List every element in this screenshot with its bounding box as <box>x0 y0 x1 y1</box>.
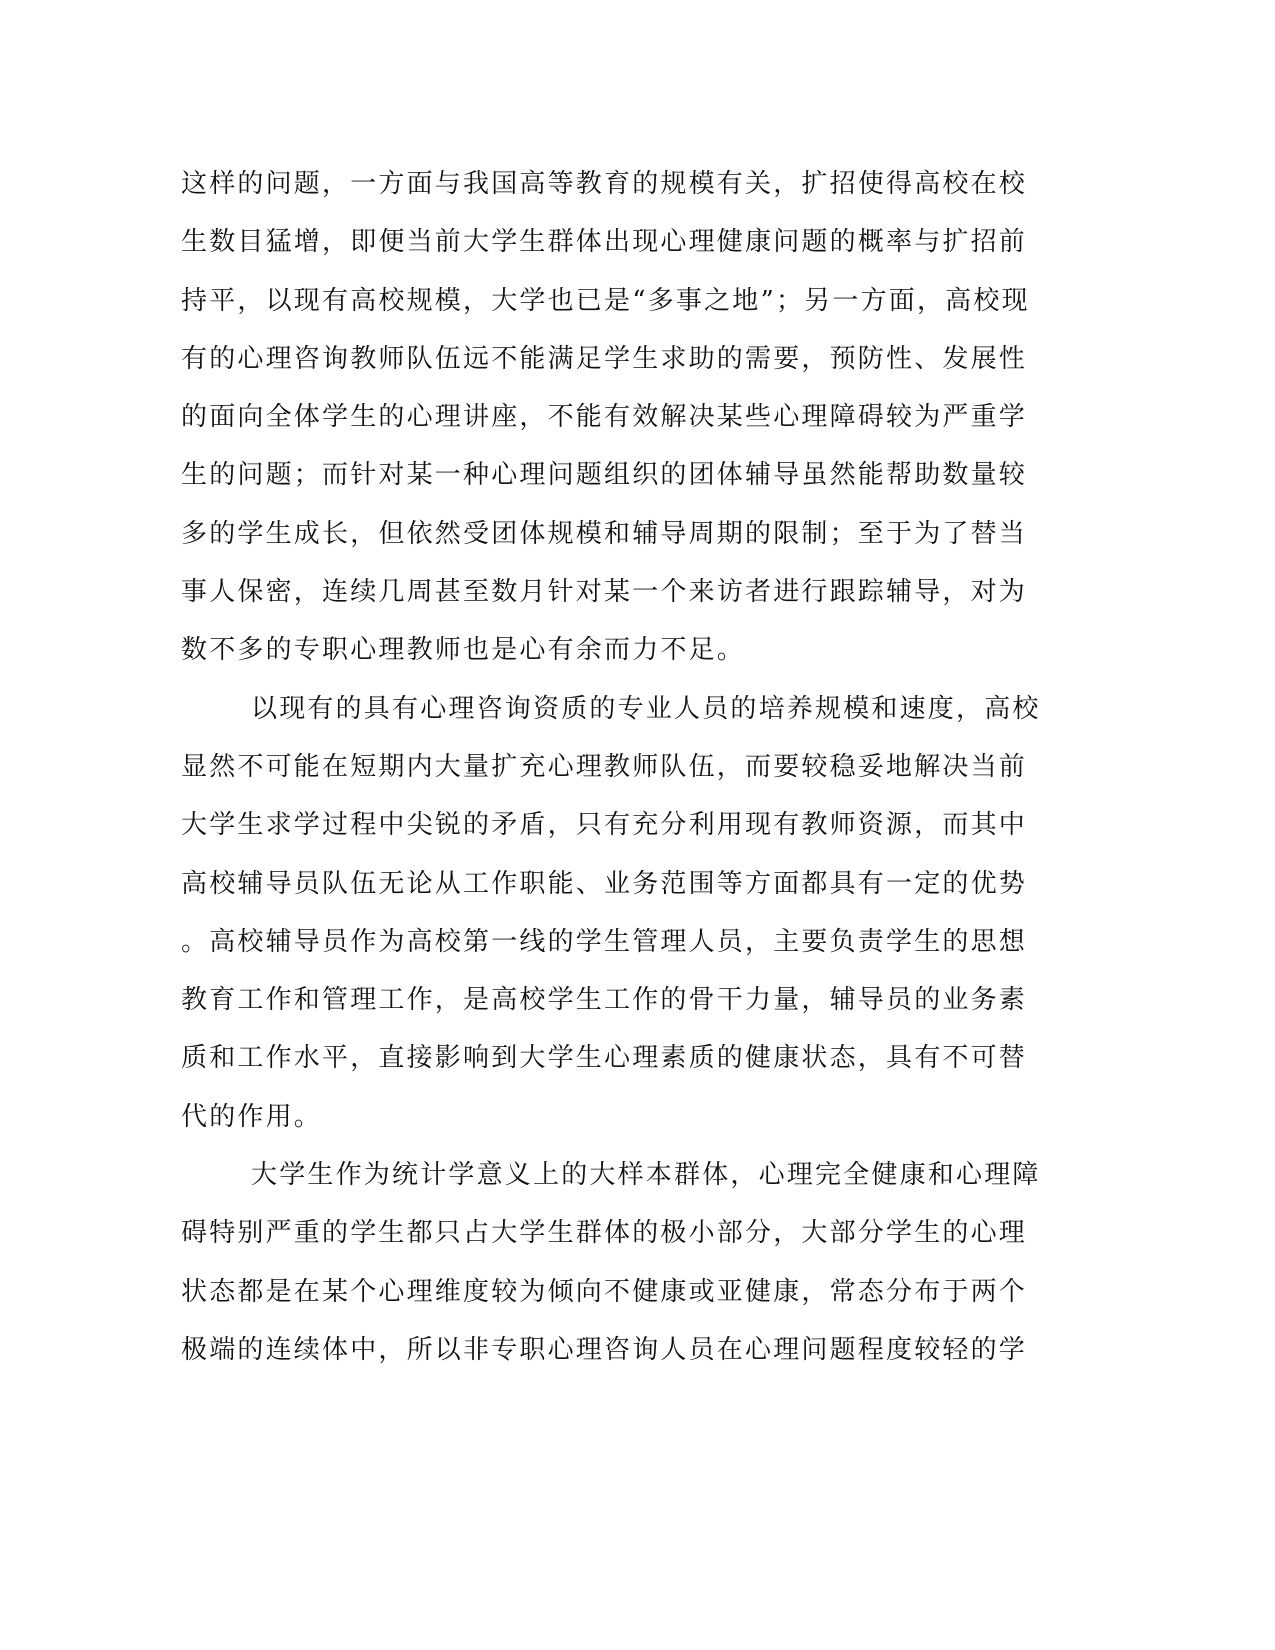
text-line: 极端的连续体中，所以非专职心理咨询人员在心理问题程度较轻的学 <box>181 1334 1028 1365</box>
text-line: 事人保密，连续几周甚至数月针对某一个来访者进行跟踪辅导，对为 <box>181 577 1028 608</box>
text-line: 代的作用。 <box>181 1101 323 1132</box>
text-line: 持平，以现有高校规模，大学也已是“多事之地”；另一方面，高校现 <box>181 285 1030 316</box>
text-line: 高校辅导员队伍无论从工作职能、业务范围等方面都具有一定的优势 <box>181 868 1028 899</box>
body-text <box>181 155 1041 1379</box>
text-line: 状态都是在某个心理维度较为倾向不健康或亚健康，常态分布于两个 <box>181 1276 1028 1307</box>
text-line: 数不多的专职心理教师也是心有余而力不足。 <box>181 635 746 666</box>
text-line: 大学生求学过程中尖锐的矛盾，只有充分利用现有教师资源，而其中 <box>181 810 1028 841</box>
text-line: 生数目猛增，即便当前大学生群体出现心理健康问题的概率与扩招前 <box>181 227 1028 258</box>
text-line: 教育工作和管理工作，是高校学生工作的骨干力量，辅导员的业务素 <box>181 985 1028 1016</box>
text-line: 。高校辅导员作为高校第一线的学生管理人员，主要负责学生的思想 <box>181 926 1028 957</box>
text-line: 显然不可能在短期内大量扩充心理教师队伍，而要较稳妥地解决当前 <box>181 751 1028 782</box>
text-line: 这样的问题，一方面与我国高等教育的规模有关，扩招使得高校在校 <box>181 169 1028 199</box>
text-line: 多的学生成长，但依然受团体规模和辅导周期的限制；至于为了替当 <box>181 518 1028 549</box>
text-line: 碍特别严重的学生都只占大学生群体的极小部分，大部分学生的心理 <box>181 1218 1028 1249</box>
text-line: 质和工作水平，直接影响到大学生心理素质的健康状态，具有不可替 <box>181 1043 1028 1074</box>
text-line: 大学生作为统计学意义上的大样本群体，心理完全健康和心理障 <box>251 1160 1041 1191</box>
text-line: 的面向全体学生的心理讲座，不能有效解决某些心理障碍较为严重学 <box>181 402 1028 433</box>
text-line: 生的问题；而针对某一种心理问题组织的团体辅导虽然能帮助数量较 <box>181 460 1028 491</box>
text-line: 以现有的具有心理咨询资质的专业人员的培养规模和速度，高校 <box>251 693 1041 724</box>
text-line: 有的心理咨询教师队伍远不能满足学生求助的需要，预防性、发展性 <box>181 343 1028 374</box>
